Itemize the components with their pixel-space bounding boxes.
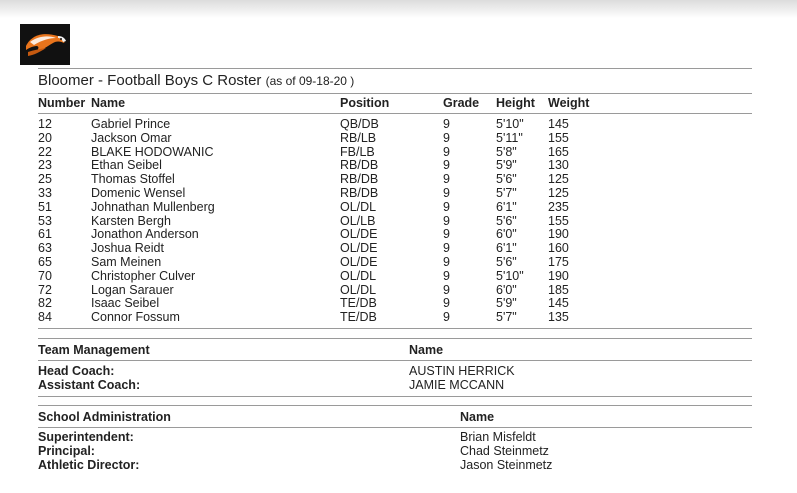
player-name: Logan Sarauer [91, 282, 174, 297]
player-height: 5'10" [496, 268, 524, 283]
player-grade: 9 [443, 158, 450, 173]
col-header-position: Position [340, 96, 390, 110]
player-number: 65 [38, 254, 52, 269]
principal-name: Chad Steinmetz [460, 443, 549, 458]
administration-top-divider [38, 405, 752, 406]
player-grade: 9 [443, 241, 450, 256]
player-position: RB/DB [340, 185, 379, 200]
player-position: OL/DE [340, 241, 378, 256]
player-position: OL/DL [340, 282, 377, 297]
player-grade: 9 [443, 199, 450, 214]
table-row [38, 311, 752, 325]
player-weight: 185 [548, 282, 569, 297]
player-weight: 190 [548, 268, 569, 283]
player-weight: 165 [548, 144, 569, 159]
player-weight: 235 [548, 199, 569, 214]
table-row [38, 215, 752, 229]
player-name: Thomas Stoffel [91, 172, 175, 187]
player-number: 23 [38, 158, 52, 173]
player-name: Jackson Omar [91, 130, 172, 145]
table-row [38, 187, 752, 201]
management-header-divider [38, 360, 752, 361]
superintendent-name: Brian Misfeldt [460, 430, 536, 444]
player-number: 61 [38, 227, 52, 242]
player-grade: 9 [443, 185, 450, 200]
player-position: OL/DE [340, 254, 378, 269]
school-administration-header: School Administration [38, 410, 171, 424]
superintendent-label: Superintendent: [38, 430, 134, 444]
player-height: 5'7" [496, 185, 517, 200]
player-height: 5'7" [496, 310, 517, 325]
player-position: RB/LB [340, 130, 377, 145]
col-header-height: Height [496, 96, 535, 110]
player-weight: 155 [548, 130, 569, 145]
head-coach-label: Head Coach: [38, 364, 115, 378]
top-divider [38, 68, 752, 69]
table-row [38, 146, 752, 160]
col-header-weight: Weight [548, 96, 590, 110]
player-number: 20 [38, 130, 52, 145]
title-divider [38, 93, 752, 94]
header-divider [38, 113, 752, 114]
table-row [38, 132, 752, 146]
blackhawk-logo-icon [20, 24, 70, 65]
player-grade: 9 [443, 144, 450, 159]
management-top-divider [38, 338, 752, 339]
logo-graphic [20, 24, 70, 65]
player-number: 84 [38, 310, 52, 325]
player-weight: 145 [548, 117, 569, 131]
player-number: 22 [38, 144, 52, 159]
player-grade: 9 [443, 268, 450, 283]
assistant-coach-label: Assistant Coach: [38, 377, 141, 392]
player-name: BLAKE HODOWANIC [91, 144, 214, 159]
player-height: 5'6" [496, 254, 517, 269]
table-row [38, 201, 752, 215]
player-name: Ethan Seibel [91, 158, 162, 173]
player-height: 5'9" [496, 158, 517, 173]
player-grade: 9 [443, 130, 450, 145]
player-grade: 9 [443, 282, 450, 297]
player-position: TE/DB [340, 310, 377, 325]
player-grade: 9 [443, 254, 450, 269]
player-name: Johnathan Mullenberg [91, 199, 215, 214]
player-weight: 145 [548, 296, 569, 311]
player-height: 6'1" [496, 199, 517, 214]
player-height: 5'6" [496, 172, 517, 187]
table-row [38, 270, 752, 284]
team-management-header: Team Management [38, 343, 150, 357]
as-of-date: (as of 09-18-20 ) [265, 74, 355, 88]
player-number: 53 [38, 213, 52, 228]
table-row [38, 118, 752, 132]
player-position: QB/DB [340, 117, 379, 131]
player-number: 70 [38, 268, 52, 283]
player-height: 6'0" [496, 227, 517, 242]
player-position: RB/DB [340, 172, 379, 187]
col-header-number: Number [38, 96, 86, 110]
roster-table [38, 118, 752, 325]
player-weight: 130 [548, 158, 569, 173]
col-header-name: Name [91, 96, 126, 110]
player-weight: 155 [548, 213, 569, 228]
management-bottom-divider [38, 396, 752, 397]
player-grade: 9 [443, 227, 450, 242]
player-weight: 125 [548, 172, 569, 187]
roster-bottom-divider [38, 328, 752, 329]
player-position: OL/LB [340, 213, 376, 228]
player-height: 5'11" [496, 130, 523, 145]
player-weight: 190 [548, 227, 569, 242]
player-height: 5'8" [496, 144, 517, 159]
col-header-grade: Grade [443, 96, 480, 110]
athletic-director-name: Jason Steinmetz [460, 457, 553, 472]
page-top-shade [0, 0, 797, 18]
table-row [38, 256, 752, 270]
player-height: 6'0" [496, 282, 517, 297]
player-weight: 160 [548, 241, 569, 256]
table-row [38, 284, 752, 298]
school-administration-name-header: Name [460, 410, 495, 424]
player-number: 51 [38, 199, 52, 214]
player-name: Domenic Wensel [91, 185, 186, 200]
player-name: Christopher Culver [91, 268, 196, 283]
administration-header-divider [38, 427, 752, 428]
player-weight: 175 [548, 254, 569, 269]
player-number: 82 [38, 296, 52, 311]
player-number: 25 [38, 172, 52, 187]
player-height: 6'1" [496, 241, 517, 256]
player-number: 72 [38, 282, 52, 297]
assistant-coach-name: JAMIE MCCANN [409, 377, 505, 392]
player-position: FB/LB [340, 144, 375, 159]
player-weight: 125 [548, 185, 569, 200]
player-position: OL/DL [340, 199, 377, 214]
table-row [38, 159, 752, 173]
player-name: Joshua Reidt [91, 241, 164, 256]
player-position: TE/DB [340, 296, 377, 311]
head-coach-name: AUSTIN HERRICK [409, 364, 515, 378]
player-name: Sam Meinen [91, 254, 162, 269]
player-number: 12 [38, 117, 52, 131]
page-title [38, 72, 354, 89]
table-row [38, 242, 752, 256]
title-text: Bloomer - Football Boys C Roster [38, 72, 262, 89]
player-name: Jonathon Anderson [91, 227, 199, 242]
player-height: 5'6" [496, 213, 517, 228]
player-position: OL/DE [340, 227, 378, 242]
player-number: 33 [38, 185, 52, 200]
table-row [38, 228, 752, 242]
player-name: Gabriel Prince [91, 117, 171, 131]
player-grade: 9 [443, 310, 450, 325]
player-weight: 135 [548, 310, 569, 325]
player-height: 5'9" [496, 296, 517, 311]
player-grade: 9 [443, 296, 450, 311]
player-grade: 9 [443, 117, 450, 131]
player-position: OL/DL [340, 268, 377, 283]
table-row [38, 173, 752, 187]
player-name: Karsten Bergh [91, 213, 171, 228]
player-name: Connor Fossum [91, 310, 180, 325]
table-row [38, 297, 752, 311]
athletic-director-label: Athletic Director: [38, 457, 140, 472]
principal-label: Principal: [38, 443, 95, 458]
player-height: 5'10" [496, 117, 524, 131]
team-management-name-header: Name [409, 343, 444, 357]
player-grade: 9 [443, 172, 450, 187]
player-number: 63 [38, 241, 52, 256]
player-grade: 9 [443, 213, 450, 228]
player-position: RB/DB [340, 158, 379, 173]
player-name: Isaac Seibel [91, 296, 160, 311]
